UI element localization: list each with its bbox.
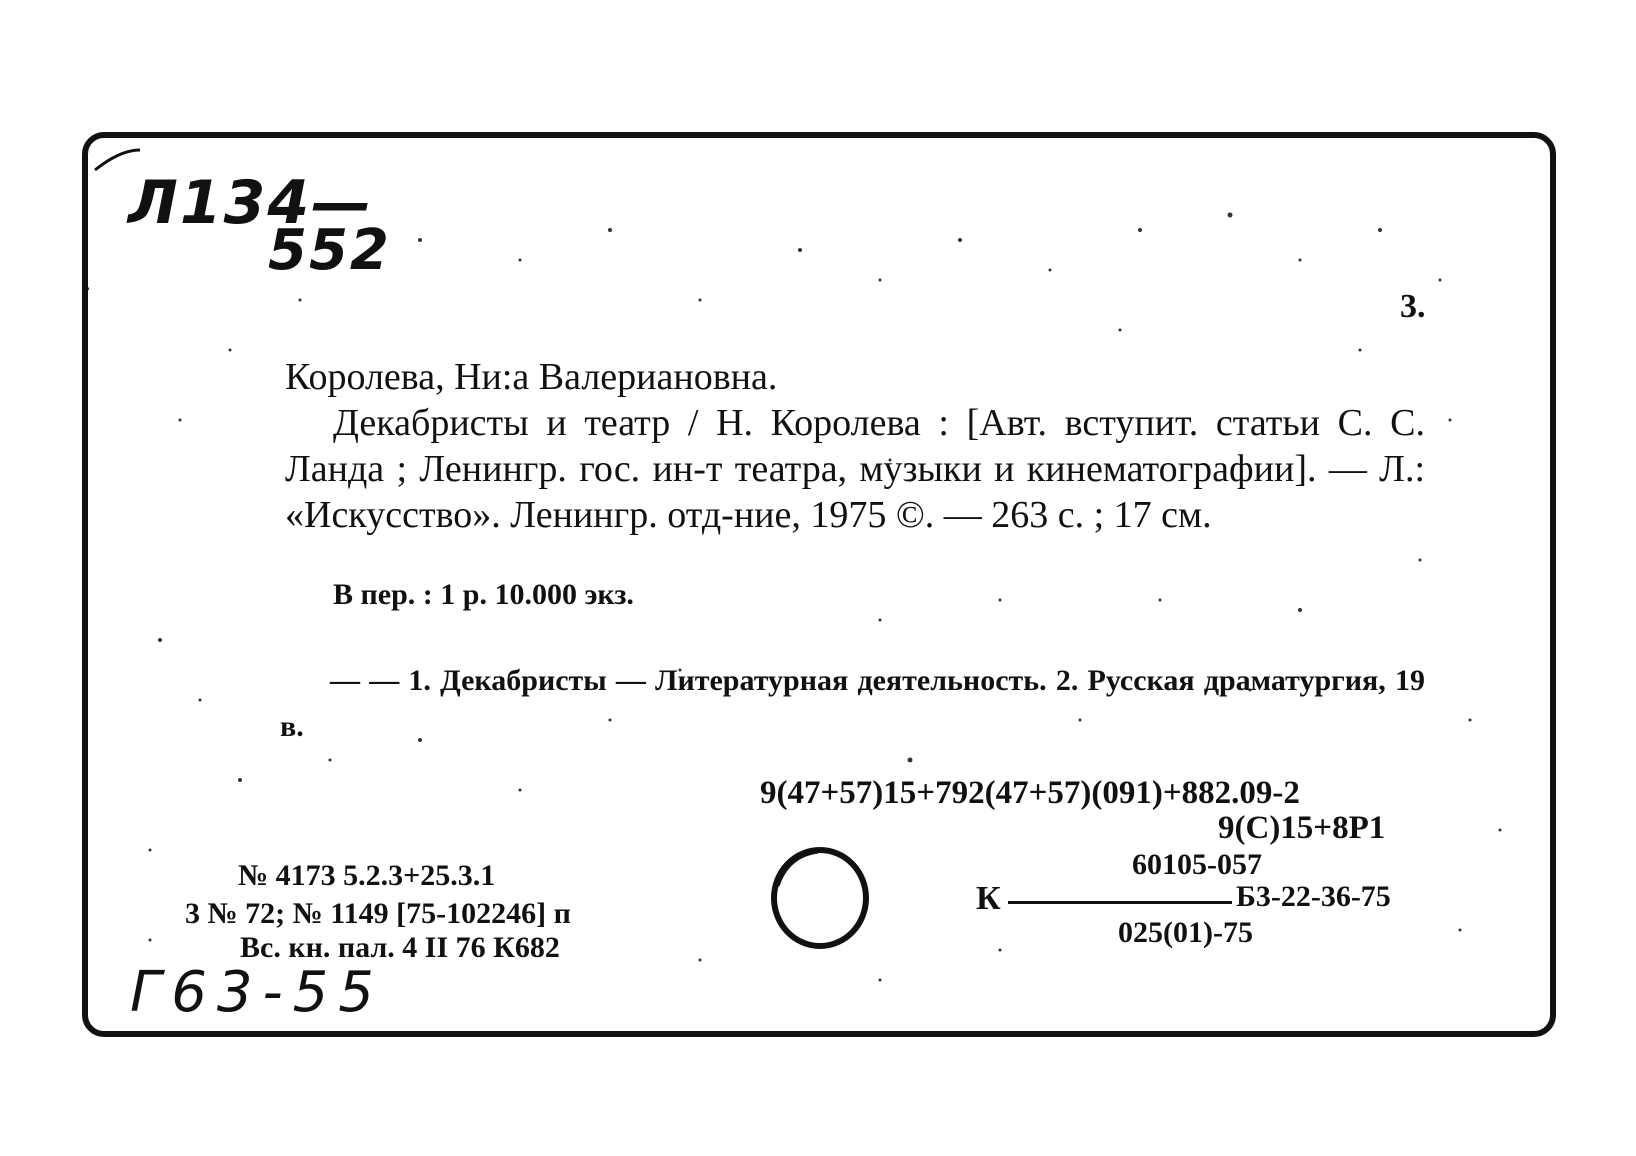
- publisher-code-top: 60105-057: [1132, 848, 1262, 881]
- classification-index-secondary: 9(С)15+8Р1: [1218, 810, 1386, 846]
- sheet-number: 3.: [1400, 288, 1426, 325]
- publisher-code-divider: [1008, 901, 1232, 904]
- publisher-code-bottom: 025(01)-75: [1118, 916, 1253, 949]
- circle-stamp: [758, 836, 878, 956]
- bibliographic-entry: [285, 354, 1425, 538]
- handwritten-inventory-number: Г63-55: [130, 960, 384, 1025]
- title-description: Декабристы и театр / Н. Королева : [Авт. вступит. статьи С. С. Ланда ; Ленингр. гос. ин-т театра, музыки и кинематографии]. — Л.: «Искусство». Ленингр. отд-ние, 1975 ©. — 263 с. ; 17 см.: [285, 402, 1425, 536]
- publisher-code-letter: К: [976, 880, 1001, 917]
- publisher-code-right: Б3-22-36-75: [1236, 880, 1391, 913]
- author-heading: Королева, Ни:а Валериановна.: [285, 356, 778, 398]
- handwritten-call-number-suffix: 552: [268, 218, 391, 283]
- classification-index: 9(47+57)15+792(47+57)(091)+882.09-2: [760, 775, 1300, 811]
- price-and-print-run: В пер. : 1 р. 10.000 экз.: [333, 578, 634, 611]
- publication-record-line-1: № 4173 5.2.3+25.3.1: [238, 859, 496, 892]
- publication-record-line-2: 3 № 72; № 1149 [75-102246] п: [185, 897, 571, 930]
- handwritten-call-number: Л134—: [128, 168, 374, 238]
- subject-headings: — — 1. Декабристы — Литературная деятельность. 2. Русская драматургия, 19 в.: [280, 664, 1425, 743]
- publication-record-line-3: Вс. кн. пал. 4 II 76 К682: [240, 931, 560, 964]
